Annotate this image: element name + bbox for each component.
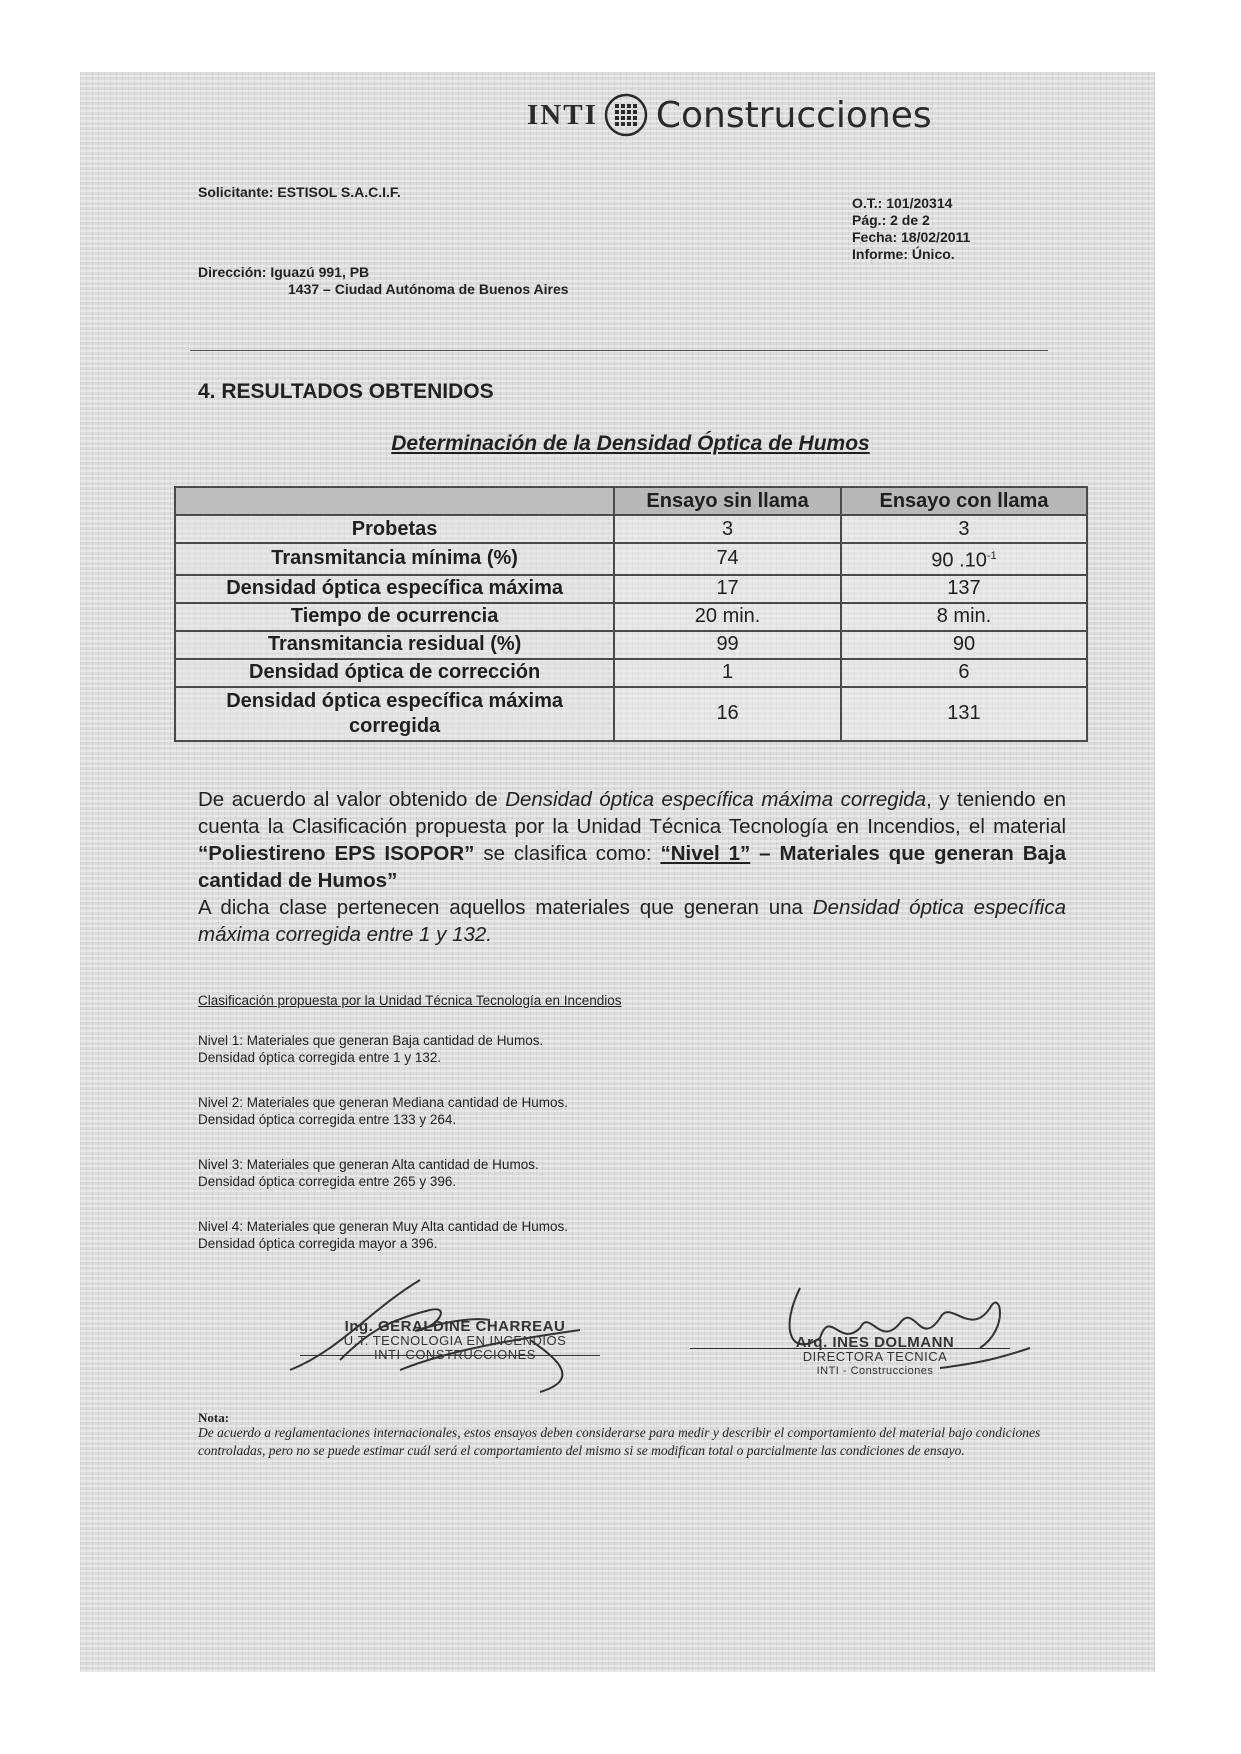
row-sin-value: 3	[614, 515, 841, 543]
nivel-line: Nivel 1: Materiales que generan Baja cantidad de Humos.	[198, 1033, 544, 1048]
nivel-line: Densidad óptica corregida entre 133 y 264.	[198, 1112, 457, 1127]
row-sin-value: 17	[614, 575, 841, 603]
row-param: Densidad óptica específica máxima	[175, 575, 614, 603]
row-sin-value: 99	[614, 631, 841, 659]
table-row	[175, 575, 1087, 603]
paragraph-text: De acuerdo al valor obtenido de	[198, 788, 506, 811]
solicitante-line	[198, 184, 401, 201]
header-con-llama: Ensayo con llama	[841, 487, 1087, 515]
table-row	[175, 687, 1087, 741]
table-row	[175, 603, 1087, 631]
nivel-4-block	[198, 1218, 568, 1252]
table-row	[175, 543, 1087, 575]
right-signer-name: Arq. INES DOLMANN	[795, 1334, 955, 1351]
nota-text: De acuerdo a reglamentaciones internacionales, estos ensayos deben considerarse para medir y describir el comportamiento del material bajo condiciones controladas, pero no se puede estimar cuál será el comportamiento del mismo si se modifican total o parcialmente las condiciones de ensayo.	[198, 1425, 1041, 1458]
paragraph-second	[198, 894, 1066, 948]
inti-logo	[527, 90, 932, 140]
inti-grid-icon	[604, 93, 648, 137]
header-blank-cell	[175, 487, 614, 515]
row-param: Probetas	[175, 515, 614, 543]
row-sin-value: 20 min.	[614, 603, 841, 631]
nivel-line: Nivel 4: Materiales que generan Muy Alta cantidad de Humos.	[198, 1219, 568, 1234]
nivel-3-block	[198, 1156, 539, 1190]
right-signer-role: DIRECTORA TECNICA	[802, 1349, 948, 1364]
paragraph-text: A dicha clase pertenecen aquellos materiales que generan una	[198, 896, 813, 919]
table-row	[175, 631, 1087, 659]
row-param: Tiempo de ocurrencia	[175, 603, 614, 631]
nota-title: Nota:	[198, 1410, 230, 1425]
paragraph-italic: Densidad óptica específica máxima corregida	[505, 788, 927, 811]
direccion-line1: Iguazú 991, PB	[270, 264, 370, 280]
right-signature-stamp	[760, 1336, 990, 1378]
header-divider	[190, 350, 1048, 351]
results-table	[174, 486, 1088, 742]
table-row	[175, 659, 1087, 687]
nivel-line: Nivel 2: Materiales que generan Mediana cantidad de Humos.	[198, 1095, 568, 1110]
table-header-row	[175, 487, 1087, 515]
row-param: Transmitancia mínima (%)	[175, 543, 614, 575]
report-meta	[852, 195, 970, 263]
row-param: Transmitancia residual (%)	[175, 631, 614, 659]
row-con-value: 3	[841, 515, 1087, 543]
nivel-label: “Nivel 1”	[660, 842, 751, 865]
paragraph-italic: Densidad óptica específica máxima corregida entre 1 y 132.	[198, 896, 1066, 946]
row-con-value: 90	[841, 631, 1087, 659]
page-number: Pág.: 2 de 2	[852, 212, 930, 228]
direccion-block	[198, 264, 569, 298]
left-signer-org: INTI-CONSTRUCCIONES	[374, 1347, 536, 1362]
direccion-line2: 1437 – Ciudad Autónoma de Buenos Aires	[288, 281, 569, 297]
solicitante-label: Solicitante:	[198, 184, 274, 200]
report-type: Informe: Único.	[852, 246, 955, 262]
row-param: Densidad óptica específica máxima corregida	[175, 687, 614, 741]
nivel-1-block	[198, 1032, 543, 1066]
material-name: “Poliestireno EPS ISOPOR”	[198, 842, 475, 865]
nivel-line: Nivel 3: Materiales que generan Alta cantidad de Humos.	[198, 1157, 539, 1172]
left-signer-role: U.T. TECNOLOGIA EN INCENDIOS	[343, 1333, 567, 1348]
row-con-value: 8 min.	[841, 603, 1087, 631]
clasificacion-title: Clasificación propuesta por la Unidad Técnica Tecnología en Incendios	[198, 993, 622, 1008]
nivel-line: Densidad óptica corregida mayor a 396.	[198, 1236, 438, 1251]
report-date: Fecha: 18/02/2011	[852, 229, 971, 245]
nivel-2-block	[198, 1094, 568, 1128]
row-con-value	[841, 543, 1087, 575]
row-con-value: 137	[841, 575, 1087, 603]
row-con-value: 6	[841, 659, 1087, 687]
paragraph-main	[198, 786, 1066, 894]
classification-paragraph	[198, 786, 1066, 948]
row-con-base: 90 .10	[931, 549, 987, 572]
header-sin-llama: Ensayo sin llama	[614, 487, 841, 515]
left-signer-name: Ing. GERALDINE CHARREAU	[344, 1318, 566, 1335]
nivel-line: Densidad óptica corregida entre 1 y 132.	[198, 1050, 442, 1065]
solicitante-value: ESTISOL S.A.C.I.F.	[277, 184, 401, 200]
logo-inti-text: INTI	[527, 98, 598, 131]
nivel-description: – Materiales que generan Baja cantidad de Humos”	[198, 842, 1066, 892]
ot-number: O.T.: 101/20314	[852, 195, 953, 211]
logo-construcciones-text: Construcciones	[655, 94, 932, 136]
row-con-exponent: -1	[986, 550, 997, 562]
table-row	[175, 515, 1087, 543]
row-sin-value: 16	[614, 687, 841, 741]
row-param: Densidad óptica de corrección	[175, 659, 614, 687]
row-sin-value: 1	[614, 659, 841, 687]
row-sin-value: 74	[614, 543, 841, 575]
nivel-line: Densidad óptica corregida entre 265 y 396.	[198, 1174, 457, 1189]
direccion-label: Dirección:	[198, 264, 267, 280]
row-con-value: 131	[841, 687, 1087, 741]
paragraph-text: , y teniendo en cuenta la Clasificación propuesta por la Unidad Técnica Tecnología en Incendios, el material	[198, 788, 1066, 838]
right-signer-org: INTI - Construcciones	[816, 1365, 934, 1377]
section-title: 4. RESULTADOS OBTENIDOS	[198, 380, 494, 403]
paragraph-text: se clasifica como:	[474, 842, 661, 865]
table-title: Determinación de la Densidad Óptica de Humos	[391, 432, 870, 455]
left-signature-stamp	[330, 1320, 580, 1362]
